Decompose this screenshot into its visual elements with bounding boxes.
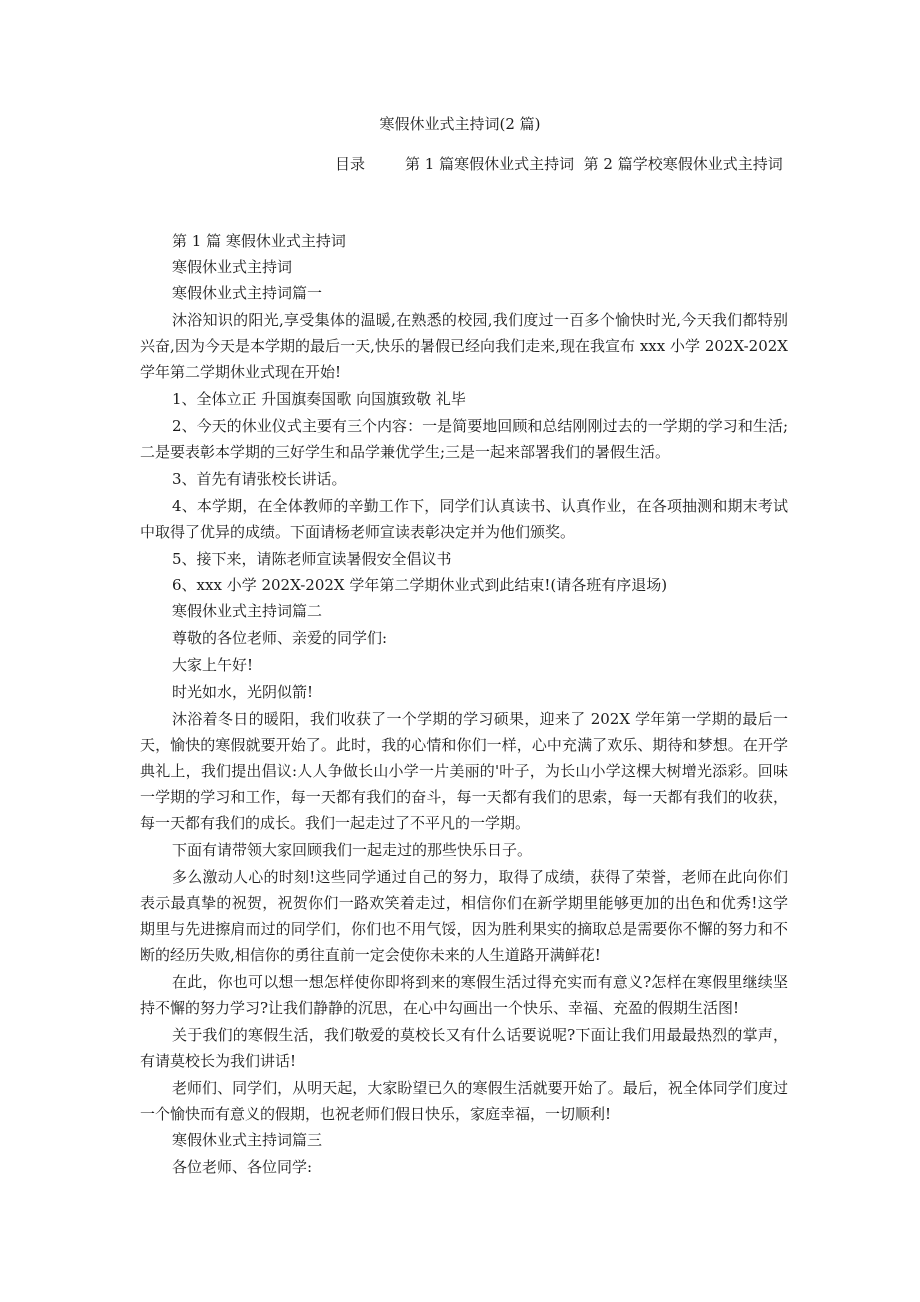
document-body [140,228,788,1180]
list-item: 6、xxx 小学 202X-202X 学年第二学期休业式到此结束!(请各班有序退场) [172,576,668,594]
paragraph: 多么激动人心的时刻!这些同学通过自己的努力，取得了成绩，获得了荣誉，老师在此向你们表示最真挚的祝贺，祝贺你们一路欢笑着走过，相信你们在新学期里能够更加的出色和优秀!这学期里与先进擦肩而过的同学们，你们也不用气馁，因为胜利果实的摘取总是需要你不懈的努力和不断的经历失败,相信你的勇往直前一定会使你未来的人生道路开满鲜花! [140,868,788,964]
paragraph: 大家上午好! [172,656,254,674]
list-item: 3、首先有请张校长讲话。 [172,470,347,488]
part-heading: 寒假休业式主持词篇二 [172,602,323,620]
paragraph: 沐浴知识的阳光,享受集体的温暖,在熟悉的校园,我们度过一百多个愉快时光,今天我们都特别兴奋,因为今天是本学期的最后一天,快乐的暑假已经向我们走来,现在我宣布 xxx 小学 202X-202X 学年第二学期休业式现在开始! [140,311,788,381]
paragraph: 时光如水，光阴似箭! [172,683,314,701]
list-item: 1、全体立正 升国旗奏国歌 向国旗致敬 礼毕 [172,390,466,408]
toc-entry-2[interactable]: 第 2 篇学校寒假休业式主持词 [583,155,783,173]
list-item: 5、接下来，请陈老师宣读暑假安全倡议书 [172,550,452,568]
part-heading: 寒假休业式主持词篇三 [172,1131,323,1149]
toc-entry-1[interactable]: 第 1 篇寒假休业式主持词 [405,155,575,173]
section-subheading: 寒假休业式主持词 [172,258,293,276]
paragraph: 下面有请带领大家回顾我们一起走过的那些快乐日子。 [172,841,533,859]
list-item: 4、本学期，在全体教师的辛勤工作下，同学们认真读书、认真作业，在各项抽测和期末考试中取得了优异的成绩。下面请杨老师宣读表彰决定并为他们颁奖。 [140,497,788,541]
table-of-contents [140,150,790,178]
part-heading: 寒假休业式主持词篇一 [172,284,323,302]
list-item: 2、今天的休业仪式主要有三个内容：一是简要地回顾和总结刚刚过去的一学期的学习和生活;二是要表彰本学期的三好学生和品学兼优学生;三是一起来部署我们的暑假生活。 [140,417,788,461]
document-title: 寒假休业式主持词(2 篇) [379,115,541,133]
paragraph: 老师们、同学们，从明天起，大家盼望已久的寒假生活就要开始了。最后，祝全体同学们度过一个愉快而有意义的假期，也祝老师们假日快乐，家庭幸福，一切顺利! [140,1079,788,1123]
toc-label: 目录 [335,155,366,173]
paragraph: 在此，你也可以想一想怎样使你即将到来的寒假生活过得充实而有意义?怎样在寒假里继续坚持不懈的努力学习?让我们静静的沉思，在心中勾画出一个快乐、幸福、充盈的假期生活图! [140,973,788,1017]
paragraph: 各位老师、各位同学: [172,1158,313,1176]
paragraph: 尊敬的各位老师、亲爱的同学们: [172,629,388,647]
section-heading: 第 1 篇 寒假休业式主持词 [172,232,346,250]
paragraph: 关于我们的寒假生活，我们敬爱的莫校长又有什么话要说呢?下面让我们用最最热烈的掌声，有请莫校长为我们讲话! [140,1026,788,1070]
paragraph: 沐浴着冬日的暖阳，我们收获了一个学期的学习硕果，迎来了 202X 学年第一学期的最后一天，愉快的寒假就要开始了。此时，我的心情和你们一样，心中充满了欢乐、期待和梦想。在开学典礼上，我们提出倡议:人人争做长山小学一片美丽的'叶子，为长山小学这棵大树增光添彩。回味一学期的学习和工作，每一天都有我们的奋斗，每一天都有我们的思索，每一天都有我们的收获，每一天都有我们的成长。我们一起走过了不平凡的一学期。 [140,710,788,832]
